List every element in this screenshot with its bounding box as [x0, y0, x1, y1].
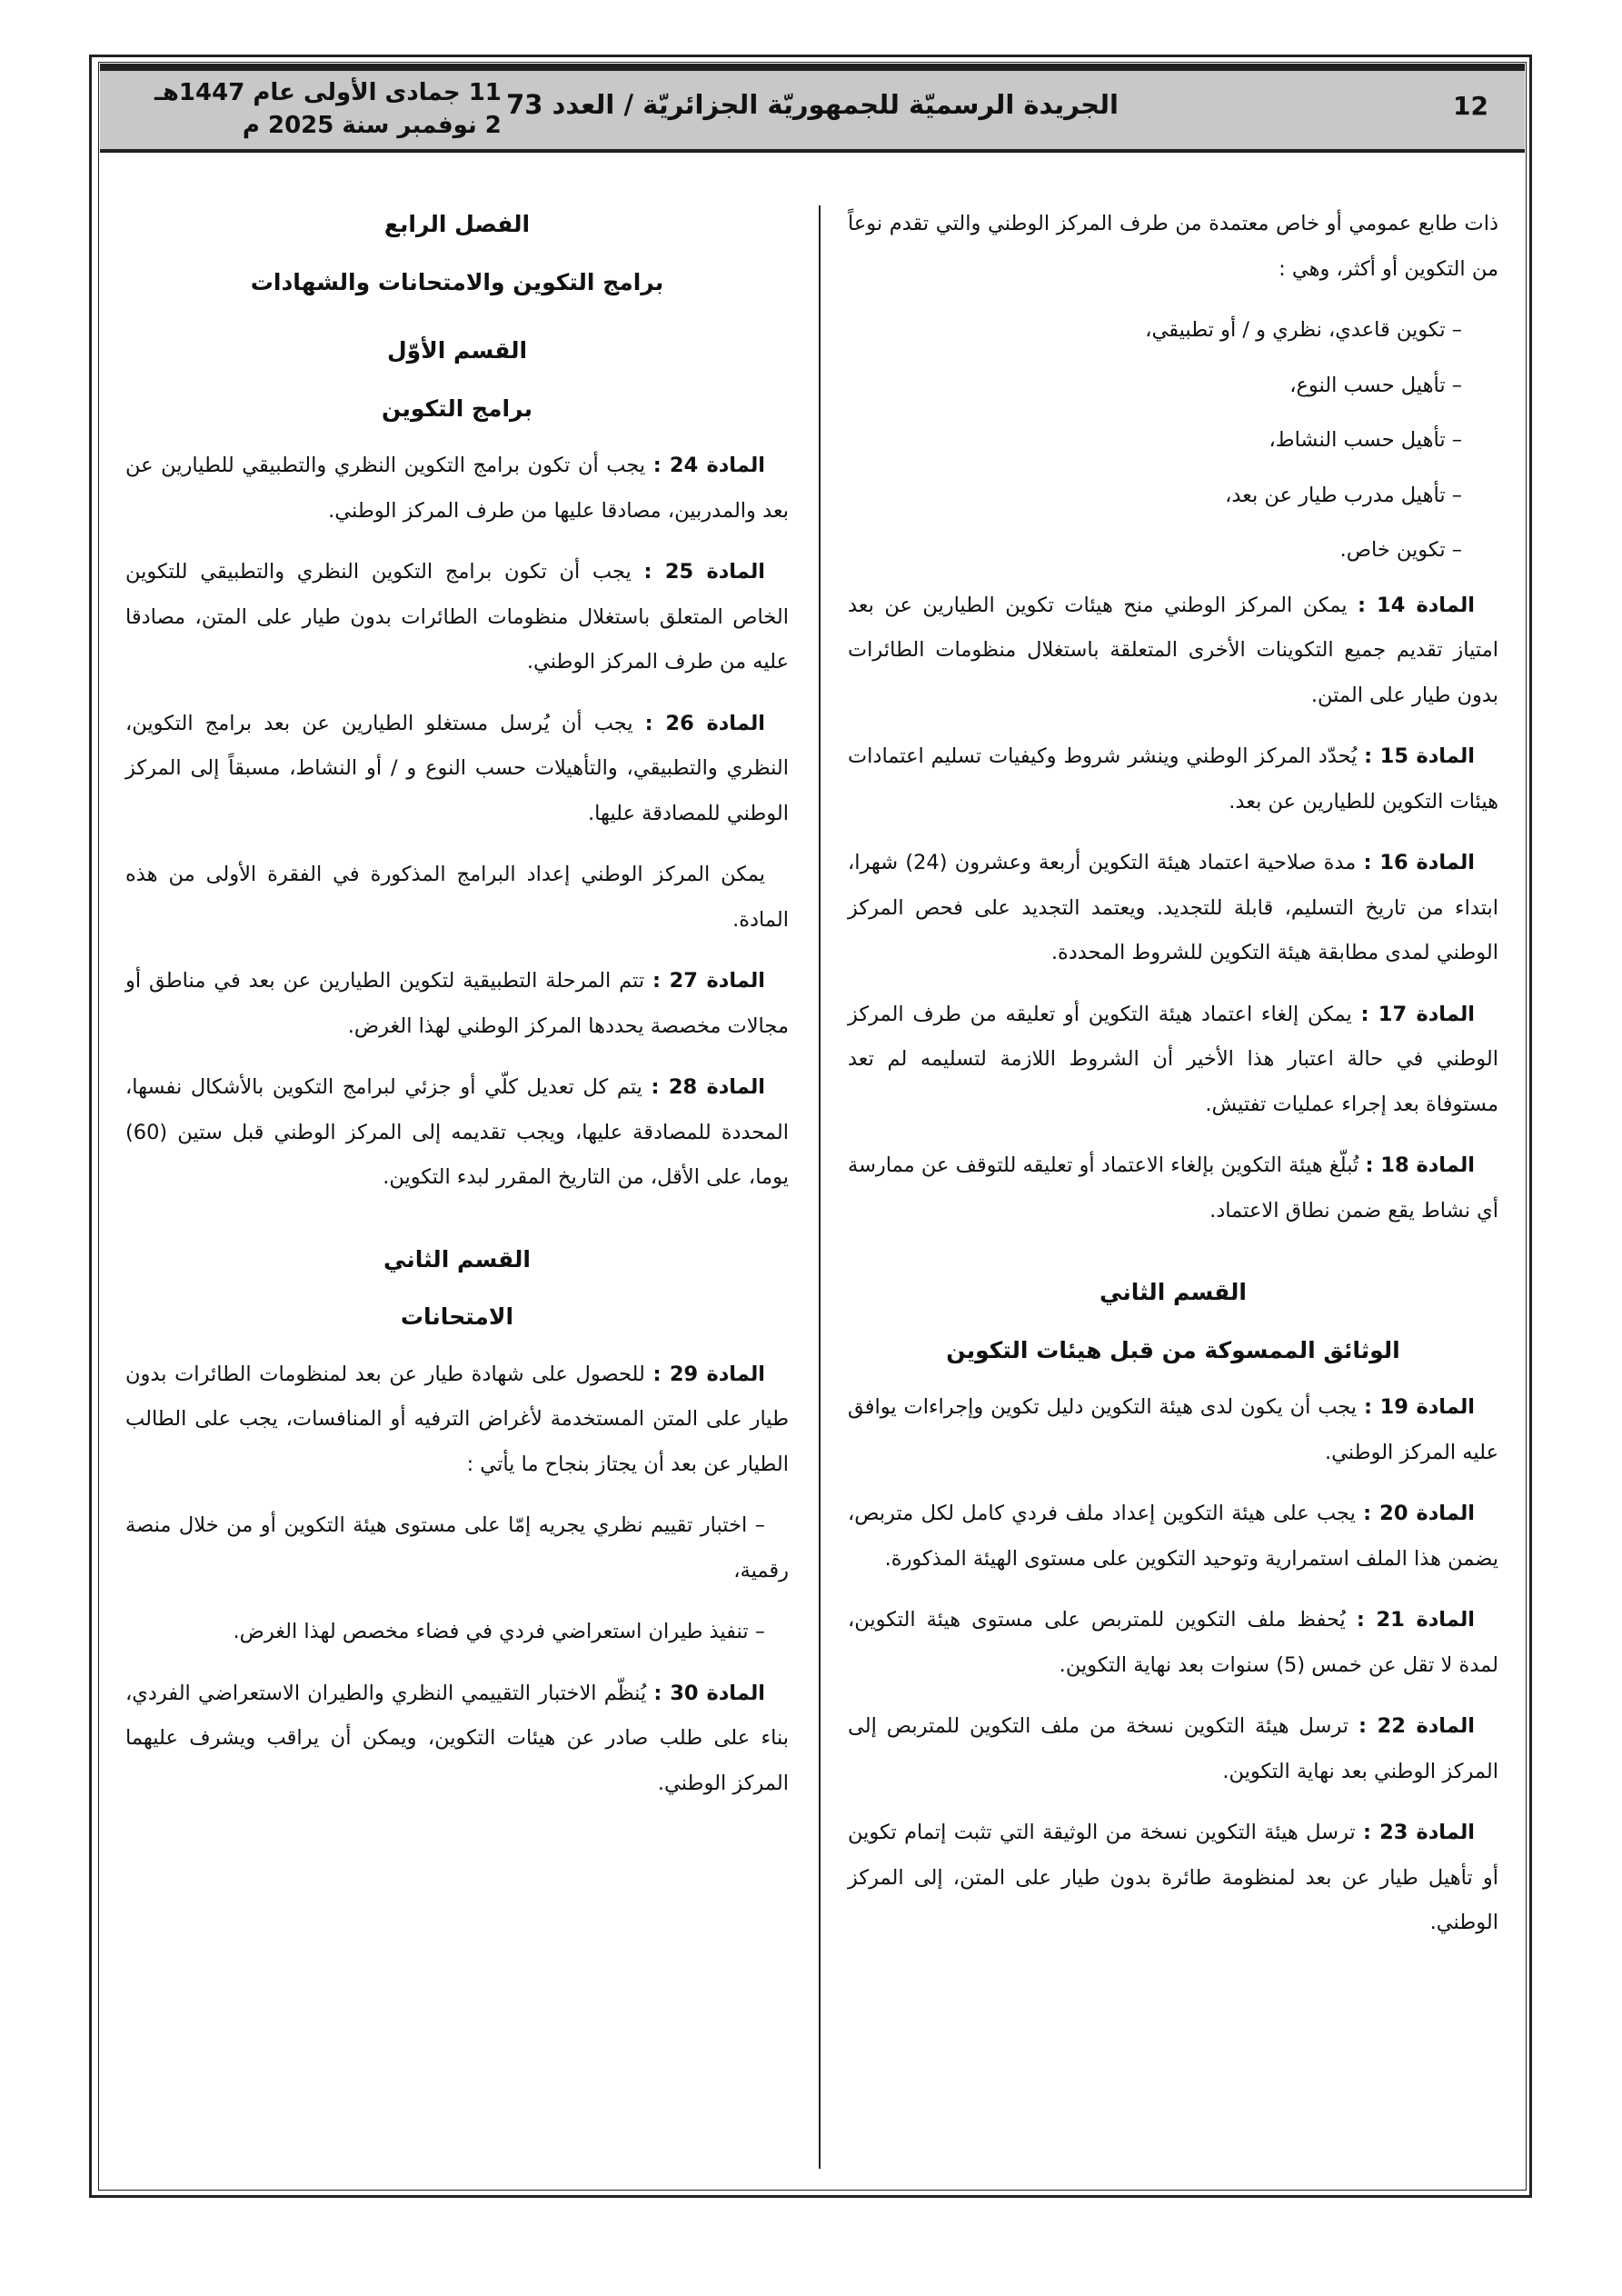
article-label: المادة 23 :: [1363, 1821, 1475, 1844]
article-text: يُنظّم الاختبار التقييمي النظري والطيران الاستعراضي الفردي، بناء على طلب صادر عن هيئات التكوين، ويمكن أن يراقب ويشرف عليهما المركز الوطني.: [125, 1681, 789, 1795]
article-text: يجب أن يُرسل مستغلو الطيارين عن بعد برامج التكوين، النظري والتطبيقي، والتأهيلات حسب النوع و / أو النشاط، مسبقاً إلى المركز الوطني للمصادقة عليها.: [125, 711, 789, 825]
article-label: المادة 14 :: [1357, 593, 1475, 617]
article-text: يجب أن تكون برامج التكوين النظري والتطبيقي للطيارين عن بعد والمدربين، مصادقا عليها من طرف المركز الوطني.: [125, 454, 789, 523]
column-divider: [819, 205, 821, 2169]
list-item: – تأهيل حسب النشاط،: [1269, 428, 1462, 452]
chapter-subtitle: برامج التكوين والامتحانات والشهادات: [250, 268, 664, 295]
article-17: [848, 993, 1498, 1128]
article-19: [848, 1385, 1498, 1475]
article-20: [848, 1492, 1498, 1582]
article-text: تُبلّغ هيئة التكوين بإلغاء الاعتماد أو تعليقه للتوقف عن ممارسة أي نشاط يقع ضمن نطاق الاعتماد.: [848, 1153, 1498, 1223]
date-gregorian: 2 نوفمبر سنة 2025 م: [242, 112, 502, 139]
article-label: المادة 27 :: [652, 969, 766, 993]
article-text: مدة صلاحية اعتماد هيئة التكوين أربعة وعشرون (24) شهرا، ابتداء من تاريخ التسليم، قابلة للتجديد. ويعتمد التجديد على فحص المركز الوطني لمدى مطابقة هيئة التكوين للشروط المحددة.: [848, 851, 1498, 964]
section-subtitle: الامتحانات: [400, 1303, 514, 1330]
section-title: القسم الثاني: [1100, 1279, 1247, 1305]
right-column: [848, 202, 1498, 1962]
article-label: المادة 28 :: [651, 1075, 765, 1099]
page-header: [100, 64, 1525, 153]
article-label: المادة 24 :: [652, 454, 765, 477]
list-item: – تأهيل حسب النوع،: [1289, 373, 1462, 397]
article-29: [125, 1353, 789, 1488]
article-26: [125, 702, 789, 837]
article-28: [125, 1065, 789, 1201]
section-subtitle: الوثائق الممسوكة من قبل هيئات التكوين: [946, 1336, 1400, 1363]
article-24: [125, 444, 789, 534]
section-title: القسم الأوّل: [386, 337, 528, 364]
article-text: يجب على هيئة التكوين إعداد ملف فردي كامل لكل متربص، يضمن هذا الملف استمرارية وتوحيد التكوين على مستوى الهيئة المذكورة.: [848, 1502, 1498, 1571]
article-label: المادة 29 :: [652, 1362, 766, 1386]
article-16: [848, 841, 1498, 976]
page-number: 12: [1453, 91, 1488, 121]
article-label: المادة 22 :: [1358, 1714, 1475, 1738]
article-label: المادة 30 :: [653, 1681, 765, 1705]
gazette-title: الجريدة الرسميّة للجمهوريّة الجزائريّة / العدد 73: [506, 89, 1119, 120]
article-text: يمكن إلغاء اعتماد هيئة التكوين أو تعليقه من طرف المركز الوطني في حالة اعتبار هذا الأخير أن الشروط اللازمة لتسليمه لم تعد مستوفاة بعد إجراء عمليات تفتيش.: [848, 1002, 1498, 1116]
article-text: يُحدّد المركز الوطني وينشر شروط وكيفيات تسليم اعتمادات هيئات التكوين للطيارين عن بعد.: [848, 744, 1498, 814]
list-item: – تأهيل مدرب طيار عن بعد،: [1225, 483, 1462, 507]
article-text: ترسل هيئة التكوين نسخة من ملف التكوين للمتربص إلى المركز الوطني بعد نهاية التكوين.: [848, 1714, 1498, 1783]
article-25: [125, 550, 789, 685]
article-text: يمكن المركز الوطني منح هيئات تكوين الطيارين عن بعد امتياز تقديم جميع التكوينات الأخرى المتعلقة باستغلال منظومات الطائرات بدون طيار على المتن.: [848, 593, 1498, 707]
article-label: المادة 25 :: [643, 560, 765, 584]
list-item: – اختبار تقييم نظري يجريه إمّا على مستوى هيئة التكوين أو من خلال منصة رقمية،: [125, 1513, 789, 1582]
article-23: [848, 1811, 1498, 1946]
article-label: المادة 18 :: [1365, 1153, 1475, 1177]
article-text: يجب أن تكون برامج التكوين النظري والتطبيقي للتكوين الخاص المتعلق باستغلال منظومات الطائرات بدون طيار على المتن، مصادقا عليه من طرف المركز الوطني.: [125, 560, 789, 674]
article-14: [848, 584, 1498, 719]
article-label: المادة 16 :: [1363, 851, 1476, 874]
article-text: يجب أن يكون لدى هيئة التكوين دليل تكوين وإجراءات يوافق عليه المركز الوطني.: [848, 1395, 1498, 1464]
article-30: [125, 1672, 789, 1807]
article-text: يُحفظ ملف التكوين للمتربص على مستوى هيئة التكوين، لمدة لا تقل عن خمس (5) سنوات بعد نهاية التكوين.: [848, 1608, 1498, 1677]
article-18: [848, 1143, 1498, 1233]
intro-paragraph: ذات طابع عمومي أو خاص معتمدة من طرف المركز الوطني والتي تقدم نوعاً من التكوين أو أكثر، وهي :: [848, 212, 1498, 281]
article-label: المادة 20 :: [1363, 1502, 1476, 1525]
article-text: تتم المرحلة التطبيقية لتكوين الطيارين عن بعد في مناطق أو مجالات مخصصة يحددها المركز الوطني لهذا الغرض.: [125, 969, 789, 1038]
left-column: [125, 202, 789, 1822]
article-text: للحصول على شهادة طيار عن بعد لمنظومات الطائرات بدون طيار على المتن المستخدمة لأغراض الترفيه أو المنافسات، يجب على الطالب الطيار عن بعد أن يجتاز بنجاح ما يأتي :: [125, 1362, 789, 1476]
section-title: القسم الثاني: [383, 1245, 531, 1273]
list-item: – تكوين قاعدي، نظري و / أو تطبيقي،: [1145, 318, 1462, 342]
article-label: المادة 19 :: [1364, 1395, 1475, 1419]
article-text: ترسل هيئة التكوين نسخة من الوثيقة التي تثبت إتمام تكوين أو تأهيل طيار عن بعد لمنظومة طائرة بدون طيار على المتن، إلى المركز الوطني.: [848, 1821, 1498, 1934]
date-hijri: 11 جمادى الأولى عام 1447هـ: [154, 79, 502, 106]
article-27: [125, 959, 789, 1049]
article-text: يتم كل تعديل كلّي أو جزئي لبرامج التكوين بالأشكال نفسها، المحددة للمصادقة عليها، ويجب تقديمه إلى المركز الوطني قبل ستين (60) يوما، على الأقل، من التاريخ المقرر لبدء التكوين.: [125, 1075, 789, 1189]
list-item: – تنفيذ طيران استعراضي فردي في فضاء مخصص لهذا الغرض.: [233, 1620, 765, 1643]
list-item: – تكوين خاص.: [1339, 538, 1462, 562]
article-26-paragraph-2: يمكن المركز الوطني إعداد البرامج المذكورة في الفقرة الأولى من هذه المادة.: [125, 863, 789, 932]
chapter-title: الفصل الرابع: [383, 211, 531, 237]
article-label: المادة 26 :: [644, 711, 765, 735]
issue-date: [154, 76, 502, 142]
article-label: المادة 21 :: [1356, 1608, 1475, 1632]
article-22: [848, 1704, 1498, 1794]
article-label: المادة 15 :: [1364, 744, 1475, 768]
section-subtitle: برامج التكوين: [382, 394, 532, 422]
article-15: [848, 734, 1498, 824]
article-label: المادة 17 :: [1360, 1002, 1475, 1026]
article-21: [848, 1598, 1498, 1688]
